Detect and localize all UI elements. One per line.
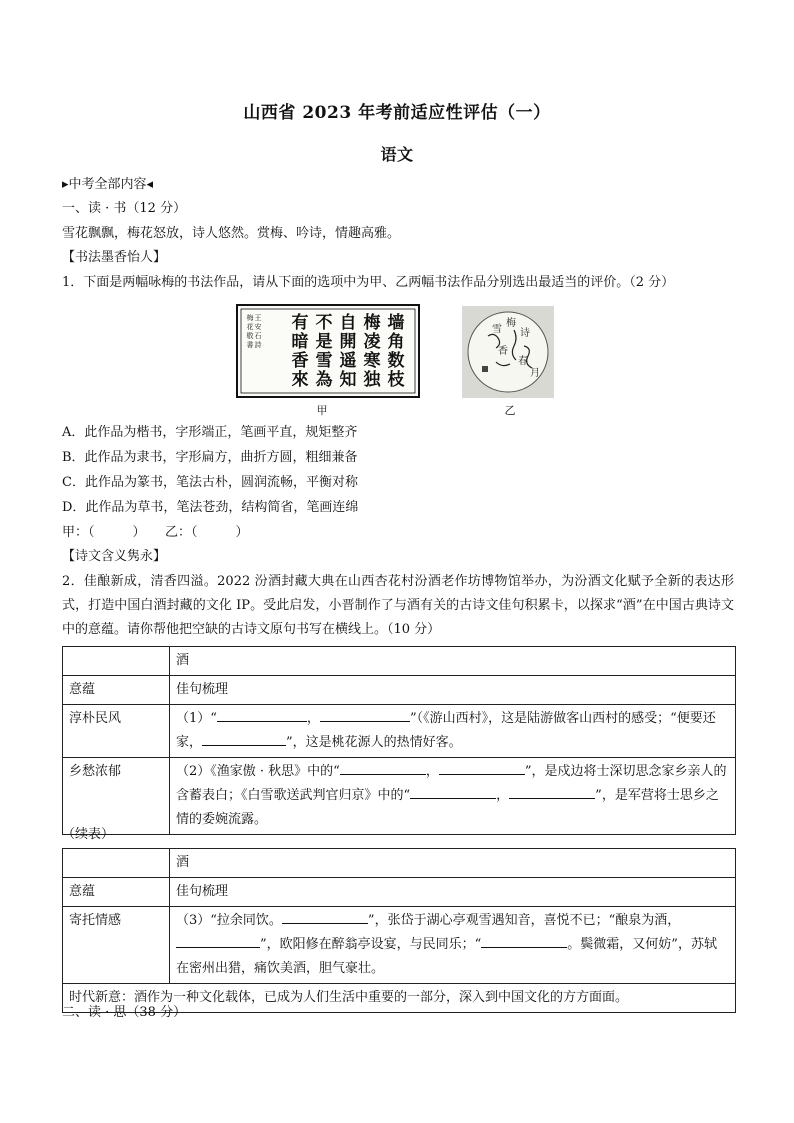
calligraphy-jia-image	[236, 304, 420, 398]
table-header-wine: 酒	[170, 647, 736, 676]
poetry-table-2	[62, 848, 736, 1013]
blank-2b[interactable]	[439, 760, 525, 775]
text-fragment: ，	[425, 764, 439, 779]
calligraphy-char: 有	[291, 313, 309, 333]
calligraphy-char: 数	[387, 351, 405, 371]
row-label-homesick: 乡愁浓郁	[63, 758, 170, 835]
calligraphy-inscription-char: 梅	[246, 314, 254, 322]
calligraphy-char: 是	[315, 332, 333, 352]
text-fragment: ，	[496, 788, 510, 803]
blank-3b[interactable]	[176, 933, 260, 948]
question-1: 1．下面是两幅咏梅的书法作品，请从下面的选项中为甲、乙两幅书法作品分别选出最适当的评价。（2 分）	[62, 275, 675, 290]
calligraphy-char: 诗	[520, 328, 530, 339]
text-fragment: 。鬓微霜，又何妨”，苏轼在密州出猎，痛饮美酒，胆气豪壮。	[176, 937, 717, 976]
table-row	[63, 849, 736, 878]
calligraphy-inscription-char: 書	[246, 341, 254, 349]
subheading-calligraphy: 【书法墨香怡人】	[62, 250, 167, 265]
table-col-lines: 佳句梳理	[170, 878, 736, 907]
table-col-meaning: 意蕴	[63, 878, 170, 907]
option-a: A．此作品为楷书，字形端正，笔画平直，规矩整齐	[62, 425, 358, 440]
option-d: D．此作品为草书，笔法苍劲，结构简省，笔画连绵	[62, 500, 359, 515]
poetry-table-1	[62, 646, 736, 835]
page-title: 山西省 2023 年考前适应性评估（一）	[243, 103, 551, 123]
calligraphy-char: 雪	[492, 324, 502, 335]
calligraphy-char: 自	[339, 313, 357, 333]
question-2: 2．佳酿新成，清香四溢。2022 汾酒封藏大典在山西杏花村汾酒老作坊博物馆举办，为汾酒文化赋予全新的表达形式，打造中国白酒封藏的文化 IP。受此启发，小晋制作了与酒有关的古诗文佳句积累卡，以探求“酒”在中国古典诗文中的意蕴。请你帮他把空缺的古诗文原句书写在横线上。（10 分）	[62, 574, 734, 637]
text-fragment: （3）“拉余同饮。	[176, 913, 282, 928]
page-subtitle: 语文	[380, 145, 414, 164]
row-content-emotion	[170, 907, 736, 984]
table-row	[63, 907, 736, 984]
calligraphy-char: 枝	[387, 370, 405, 390]
calligraphy-inscription-char: 詩	[254, 341, 262, 349]
calligraphy-char: 凌	[363, 332, 381, 352]
answer-yi-label: ） 乙：（	[132, 525, 198, 540]
answer-end: ）	[235, 525, 249, 540]
calligraphy-char: 月	[530, 368, 540, 379]
table-col-meaning: 意蕴	[63, 676, 170, 705]
blank-1a[interactable]	[217, 707, 307, 722]
calligraphy-char: 遥	[339, 351, 357, 371]
blank-1c[interactable]	[202, 731, 286, 746]
option-c: C．此作品为篆书，笔法古朴，圆润流畅，平衡对称	[62, 475, 358, 490]
caption-jia: 甲	[316, 404, 328, 417]
text-fragment: ”，欧阳修在醉翁亭设宴，与民同乐；“	[260, 937, 482, 952]
scope-note: ▸中考全部内容◂	[62, 177, 154, 192]
calligraphy-char: 独	[363, 370, 381, 390]
text-fragment: ”（《游山西村》，这是陆游做客山西村的感受；“便要还家，	[176, 711, 716, 750]
calligraphy-char: 寒	[363, 351, 381, 371]
blank-3c[interactable]	[481, 933, 567, 948]
table-cell	[63, 849, 170, 878]
calligraphy-yi	[462, 306, 554, 398]
blank-2a[interactable]	[340, 760, 426, 775]
answer-line	[62, 524, 249, 542]
intro-text: 雪花飘飘，梅花怒放，诗人悠然。赏梅、吟诗，情趣高雅。	[62, 226, 401, 241]
blank-1b[interactable]	[320, 707, 410, 722]
subheading-poetry: 【诗文含义隽永】	[62, 549, 167, 564]
calligraphy-char: 梅	[363, 313, 381, 333]
calligraphy-inscription-char: 花	[246, 323, 254, 331]
calligraphy-char: 為	[315, 370, 333, 390]
row-content-homesick	[170, 758, 736, 835]
text-fragment: （2）《渔家傲 · 秋思》中的“	[176, 764, 340, 779]
calligraphy-inscription-char: 敬	[246, 332, 254, 340]
calligraphy-jia	[236, 304, 420, 398]
calligraphy-char: 開	[339, 332, 357, 352]
table-header-wine: 酒	[170, 849, 736, 878]
calligraphy-inscription-char: 安	[254, 323, 262, 331]
calligraphy-char: 梅	[506, 318, 516, 329]
text-fragment: ”，这是桃花源人的热情好客。	[286, 735, 462, 750]
option-b: B．此作品为隶书，字形扁方，曲折方圆，粗细兼备	[62, 450, 358, 465]
row-label-emotion: 寄托情感	[63, 907, 170, 984]
table-col-lines: 佳句梳理	[170, 676, 736, 705]
text-fragment: ，	[306, 711, 320, 726]
table-cell	[63, 647, 170, 676]
calligraphy-char: 來	[291, 370, 309, 390]
continued-note: （续表）	[62, 827, 115, 842]
table-row	[63, 647, 736, 676]
section-2-heading: 二、读 · 思（38 分）	[62, 1005, 187, 1020]
calligraphy-char: 不	[315, 313, 333, 333]
text-fragment: ”，是军营将士思乡之情的委婉流露。	[176, 788, 719, 827]
calligraphy-char: 香	[291, 351, 309, 371]
blank-2d[interactable]	[509, 784, 595, 799]
text-fragment: （1）“	[176, 711, 217, 726]
calligraphy-inscription-char: 石	[254, 332, 262, 340]
calligraphy-char: 暗	[291, 332, 309, 352]
calligraphy-char: 香	[498, 346, 508, 357]
table-footer-note: 时代新意：酒作为一种文化载体，已成为人们生活中重要的一部分，深入到中国文化的方方面面。	[63, 984, 736, 1013]
calligraphy-char: 角	[387, 332, 405, 352]
calligraphy-char: 墙	[387, 313, 405, 333]
calligraphy-char: 雪	[315, 351, 333, 371]
answer-jia-label: 甲：（	[62, 525, 95, 540]
calligraphy-inscription-char: 王	[254, 314, 262, 322]
calligraphy-yi-image	[462, 306, 554, 398]
blank-3a[interactable]	[282, 909, 368, 924]
table-row	[63, 878, 736, 907]
table-row	[63, 705, 736, 758]
text-fragment: ”，张岱于湖心亭观雪遇知音，喜悦不已；“酿泉为酒，	[367, 913, 681, 928]
blank-2c[interactable]	[410, 784, 496, 799]
caption-yi: 乙	[504, 404, 516, 417]
calligraphy-char: 春	[518, 356, 528, 367]
table-row	[63, 676, 736, 705]
row-label-folk: 淳朴民风	[63, 705, 170, 758]
row-content-folk	[170, 705, 736, 758]
calligraphy-char: 知	[339, 370, 357, 390]
table-row	[63, 758, 736, 835]
section-1-heading: 一、读 · 书（12 分）	[62, 201, 187, 216]
text-fragment: ”，是戍边将士深切思念家乡亲人的含蓄表白；《白雪歌送武判官归京》中的“	[176, 764, 727, 803]
